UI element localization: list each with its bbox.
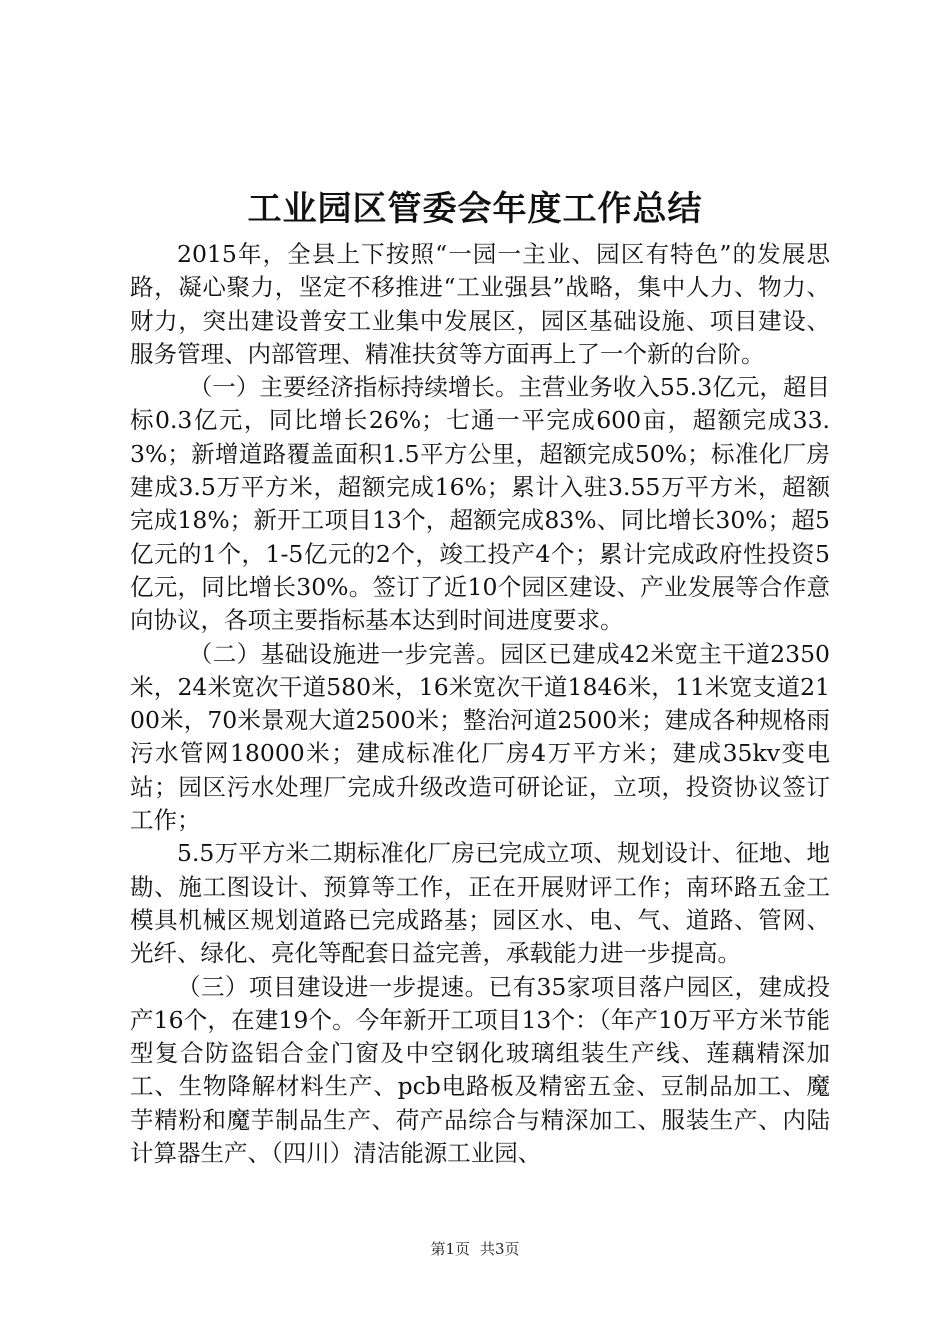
- page-number-current: 第1页: [430, 1240, 470, 1258]
- document-body: [130, 238, 830, 1170]
- page-footer: [0, 1238, 950, 1260]
- paragraph-intro: 2015年，全县上下按照“一园一主业、园区有特色”的发展思路，凝心聚力，坚定不移推进“工业强县”战略，集中人力、物力、财力，突出建设普安工业集中发展区，园区基础设施、项目建设、服务管理、内部管理、精准扶贫等方面再上了一个新的台阶。: [130, 240, 830, 368]
- paragraph-economic-indicators: （一）主要经济指标持续增长。主营业务收入55.3亿元，超目标0.3亿元，同比增长26%；七通一平完成600亩，超额完成33.3%；新增道路覆盖面积1.5平方公里，超额完成50%；标准化厂房建成3.5万平方米，超额完成16%；累计入驻3.55万平方米，超额完成18%；新开工项目13个，超额完成83%、同比增长30%；超5亿元的1个，1-5亿元的2个，竣工投产4个；累计完成政府性投资5亿元，同比增长30%。签订了近10个园区建设、产业发展等合作意向协议，各项主要指标基本达到时间进度要求。: [130, 373, 830, 635]
- document-title: 工业园区管委会年度工作总结: [247, 189, 703, 229]
- paragraph-infrastructure: （二）基础设施进一步完善。园区已建成42米宽主干道2350米，24米宽次干道580米，16米宽次干道1846米，11米宽支道2100米，70米景观大道2500米；整治河道2500米；建成各种规格雨污水管网18000米；建成标准化厂房4万平方米；建成35kv变电站；园区污水处理厂完成升级改造可研论证，立项，投资协议签订工作；: [130, 639, 830, 835]
- paragraph-project-construction: （三）项目建设进一步提速。已有35家项目落户园区，建成投产16个，在建19个。今年新开工项目13个：（年产10万平方米节能型复合防盗铝合金门窗及中空钢化玻璃组装生产线、莲藕精深加工、生物降解材料生产、pcb电路板及精密五金、豆制品加工、魔芋精粉和魔芋制品生产、荷产品综合与精深加工、服装生产、内陆计算器生产、（四川）清洁能源工业园、: [130, 972, 830, 1168]
- paragraph-phase-two-factory: 5.5万平方米二期标准化厂房已完成立项、规划设计、征地、地勘、施工图设计、预算等工作，正在开展财评工作；南环路五金工模具机械区规划道路已完成路基；园区水、电、气、道路、管网、光纤、绿化、亮化等配套日益完善，承载能力进一步提高。: [130, 839, 830, 968]
- page-number-total: 共3页: [480, 1240, 520, 1258]
